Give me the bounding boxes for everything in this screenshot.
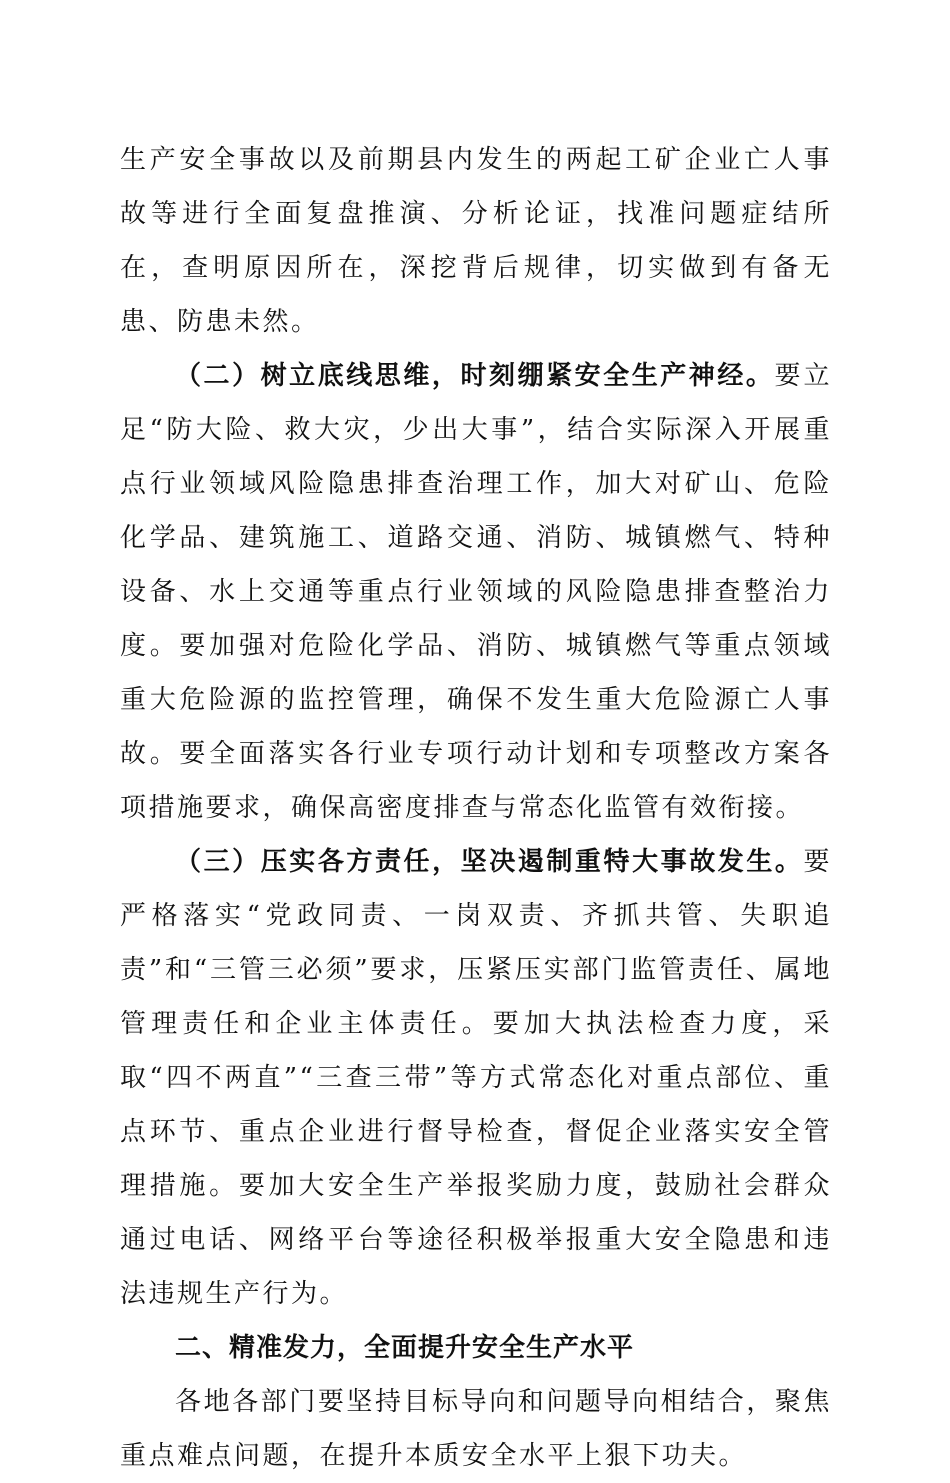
chapter-heading: 二、精准发力，全面提升安全生产水平 [175, 1333, 635, 1363]
section-3-lead: （三）压实各方责任，坚决遏制重特大事故发生。 [175, 847, 804, 877]
section-2-text: 要立足“防大险、救大灾，少出大事”，结合实际深入开展重点行业领域风险隐患排查治理工作，加大对矿山、危险化学品、建筑施工、道路交通、消防、城镇燃气、特种设备、水上交通等重点行业领域的风险隐患排查整治力度。要加强对危险化学品、消防、城镇燃气等重点领域重大危险源的监控管理，确保不发生重大危险源亡人事故。要全面落实各行业专项行动计划和专项整改方案各项措施要求，确保高密度排查与常态化监管有效衔接。 [120, 361, 832, 823]
document-body [120, 133, 832, 1483]
intro-text: 各地各部门要坚持目标导向和问题导向相结合，聚焦重点难点问题，在提升本质安全水平上狠下功夫。 [120, 1387, 832, 1471]
paragraph-intro [120, 1375, 832, 1483]
section-3-text: 要严格落实“党政同责、一岗双责、齐抓共管、失职追责”和“三管三必须”要求，压紧压实部门监管责任、属地管理责任和企业主体责任。要加大执法检查力度，采取“四不两直”“三查三带”等方式常态化对重点部位、重点环节、重点企业进行督导检查，督促企业落实安全管理措施。要加大安全生产举报奖励力度，鼓励社会群众通过电话、网络平台等途径积极举报重大安全隐患和违法违规生产行为。 [120, 847, 832, 1309]
paragraph-text: 生产安全事故以及前期县内发生的两起工矿企业亡人事故等进行全面复盘推演、分析论证，找准问题症结所在，查明原因所在，深挖背后规律，切实做到有备无患、防患未然。 [120, 145, 832, 337]
paragraph-continuation [120, 133, 832, 349]
paragraph-section-3 [120, 835, 832, 1321]
section-2-lead: （二）树立底线思维，时刻绷紧安全生产神经。 [175, 361, 775, 391]
paragraph-section-2 [120, 349, 832, 835]
